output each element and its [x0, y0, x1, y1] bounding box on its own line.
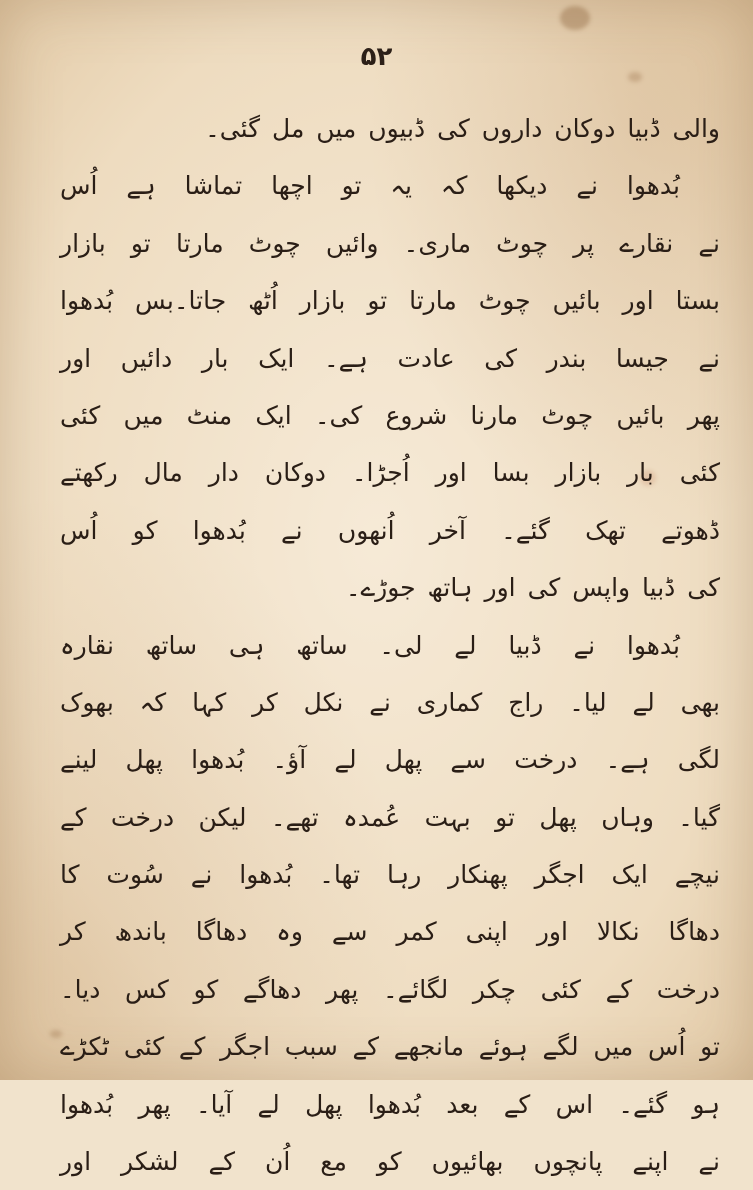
- text-line: بھی لے لیا۔ راج کماری نے نکل کر کہا کہ بھوک: [60, 687, 720, 717]
- paper-stain: [628, 72, 642, 82]
- text-line: ہو گئے۔ اس کے بعد بُدھوا پھل لے آیا۔ پھر بُدھوا: [60, 1089, 720, 1119]
- text-line: کی ڈبیا واپس کی اور ہاتھ جوڑے۔: [345, 573, 720, 603]
- text-line: نیچے ایک اجگر پھنکار رہا تھا۔ بُدھوا نے سُوت کا: [60, 860, 720, 890]
- text-line: کئی بار بازار بسا اور اُجڑا۔ دوکان دار مال رکھتے: [60, 458, 720, 488]
- text-line: بُدھوا نے دیکھا کہ یہ تو اچھا تماشا ہے اُس: [60, 171, 680, 201]
- text-line: نے اپنے پانچوں بھائیوں کو مع اُن کے لشکر اور: [60, 1147, 720, 1177]
- text-line: دھاگا نکالا اور اپنی کمر سے وہ دھاگا باندھ کر: [60, 917, 720, 947]
- text-line: گیا۔ وہاں پھل تو بہت عُمدہ تھے۔ لیکن درخت کے: [60, 802, 720, 832]
- text-line: نے نقارے پر چوٹ ماری۔ وائیں چوٹ مارتا تو بازار: [60, 228, 720, 258]
- text-line: تو اُس میں لگے ہوئے مانجھے کے سبب اجگر کے کئی ٹکڑے: [60, 1032, 720, 1062]
- text-line: پھر بائیں چوٹ مارنا شروع کی۔ ایک منٹ میں کئی: [60, 400, 720, 430]
- text-line: درخت کے کئی چکر لگائے۔ پھر دھاگے کو کس دیا۔: [60, 974, 720, 1004]
- text-line: ڈھوتے تھک گئے۔ آخر اُنھوں نے بُدھوا کو اُس: [60, 515, 720, 545]
- paper-stain: [560, 6, 590, 30]
- text-line: والی ڈبیا دوکان داروں کی ڈبیوں میں مل گئی۔: [205, 114, 720, 143]
- page-number: ۵۲: [360, 42, 393, 72]
- text-line: بستا اور بائیں چوٹ مارتا تو بازار اُٹھ جاتا۔بس بُدھوا: [60, 286, 720, 316]
- text-line: لگی ہے۔ درخت سے پھل لے آؤ۔ بُدھوا پھل لینے: [60, 745, 720, 775]
- text-line: نے جیسا بندر کی عادت ہے۔ ایک بار دائیں اور: [60, 343, 720, 373]
- page-body-text: [60, 100, 720, 1190]
- text-line: بُدھوا نے ڈبیا لے لی۔ ساتھ ہی ساتھ نقارہ: [60, 630, 680, 660]
